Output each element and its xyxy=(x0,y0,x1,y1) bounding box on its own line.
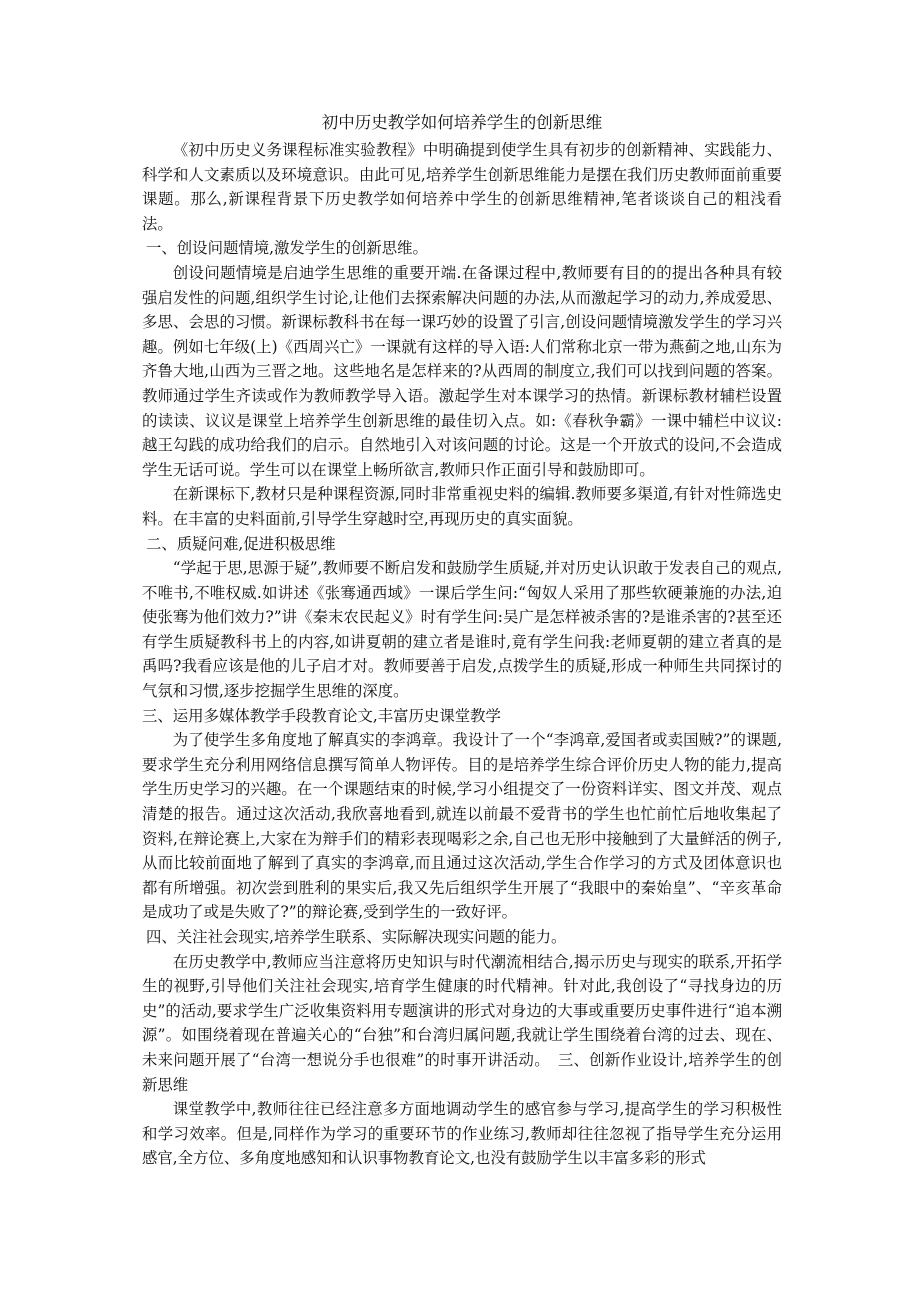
paragraph: 创设问题情境是启迪学生思维的重要开端.在备课过程中,教师要有目的的提出各种具有较强启发性的问题,组织学生讨论,让他们去探索解决问题的办法,从而激起学习的动力,养成爱思、多思、会思的习惯。新课标教科书在每一课巧妙的设置了引言,创设问题情境激发学生的学习兴趣。例如七年级(上)《西周兴亡》一课就有这样的导入语:人们常称北京一带为燕蓟之地,山东为齐鲁大地,山西为三晋之地。这些地名是怎样来的?从西周的制度立,我们可以找到问题的答案。教师通过学生齐读或作为教师教学导入语。激起学生对本课学习的热情。新课标教材辅栏设置的读读、议议是课堂上培养学生创新思维的最佳切入点。如:《春秋争霸》一课中辅栏中议议:越王勾践的成功给我们的启示。自然地引入对该问题的讨论。这是一个开放式的设问,不会造成学生无话可说。学生可以在课堂上畅所欲言,教师只作正面引导和鼓励即可。 xyxy=(142,263,782,479)
paragraph: “学起于思,思源于疑”,教师要不断启发和鼓励学生质疑,并对历史认识敢于发表自己的观点,不唯书,不唯权威.如讲述《张骞通西域》一课后学生问:“匈奴人采用了那些软硬兼施的办法,迫使张骞为他们效力?”讲《秦末农民起义》时有学生问:吴广是怎样被杀害的?是谁杀害的?甚至还有学生质疑教科书上的内容,如讲夏朝的建立者是谁时,竟有学生问我:老师夏朝的建立者真的是禹吗?我看应该是他的儿子启才对。教师要善于启发,点拨学生的质疑,形成一种师生共同探讨的气氛和习惯,逐步挖掘学生思维的深度。 xyxy=(142,559,782,701)
paragraph: 在历史教学中,教师应当注意将历史知识与时代潮流相结合,揭示历史与现实的联系,开拓学生的视野,引导他们关注社会现实,培育学生健康的时代精神。针对此,我创设了“寻找身边的历史”的活动,要求学生广泛收集资料用专题演讲的形式对身边的大事或重要历史事件进行“追本溯源”。如围绕着现在普遍关心的“台独”和台湾归属问题,我就让学生围绕着台湾的过去、现在、未来问题开展了“台湾一想说分手也很难”的时事开讲活动。 三、创新作业设计,培养学生的创新思维 xyxy=(142,952,782,1094)
paragraph: 在新课标下,教材只是种课程资源,同时非常重视史料的编辑.教师要多渠道,有针对性筛选史料。在丰富的史料面前,引导学生穿越时空,再现历史的真实面貌。 xyxy=(142,485,782,528)
section-heading-3: 三、运用多媒体教学手段教育论文,丰富历史课堂教学 xyxy=(142,706,501,725)
section-heading-1: 一、创设问题情境,激发学生的创新思维。 xyxy=(146,239,428,258)
document-title: 初中历史教学如何培养学生的创新思维 xyxy=(321,113,603,132)
paragraph: 为了使学生多角度地了解真实的李鸿章。我设计了一个“李鸿章,爱国者或卖国贼?”的课题,要求学生充分利用网络信息撰写简单人物评传。目的是培养学生综合评价历史人物的能力,提高学生历史学习的兴趣。在一个课题结束的时候,学习小组提交了一份资料详实、图文并茂、观点清楚的报告。通过这次活动,我欣喜地看到,就连以前最不爱背书的学生也忙前忙后地收集起了资料,在辩论赛上,大家在为辩手们的精彩表现喝彩之余,自己也无形中接触到了大量鲜活的例子,从而比较前面地了解到了真实的李鸿章,而且通过这次活动,学生合作学习的方式及团体意识也都有所增强。初次尝到胜利的果实后,我又先后组织学生开展了“我眼中的秦始皇”、“辛亥革命是成功了或是失败了?”的辩论赛,受到学生的一致好评。 xyxy=(142,731,782,922)
paragraph-intro: 《初中历史义务课程标准实验教程》中明确提到使学生具有初步的创新精神、实践能力、科学和人文素质以及环境意识。由此可见,培养学生创新思维能力是摆在我们历史教师面前重要课题。那么,新课程背景下历史教学如何培养中学生的创新思维精神,笔者谈谈自己的粗浅看法。 xyxy=(142,141,782,233)
section-heading-4: 四、关注社会现实,培养学生联系、实际解决现实问题的能力。 xyxy=(146,928,567,946)
paragraph: 课堂教学中,教师往往已经注意多方面地调动学生的感官参与学习,提高学生的学习积极性和学习效率。但是,同样作为学习的重要环节的作业练习,教师却往往忽视了指导学生充分运用感官,全方位、多角度地感知和认识事物教育论文,也没有鼓励学生以丰富多彩的形式 xyxy=(142,1100,782,1168)
document-page xyxy=(142,110,782,1171)
section-heading-2: 二、质疑问难,促进积极思维 xyxy=(146,534,336,553)
